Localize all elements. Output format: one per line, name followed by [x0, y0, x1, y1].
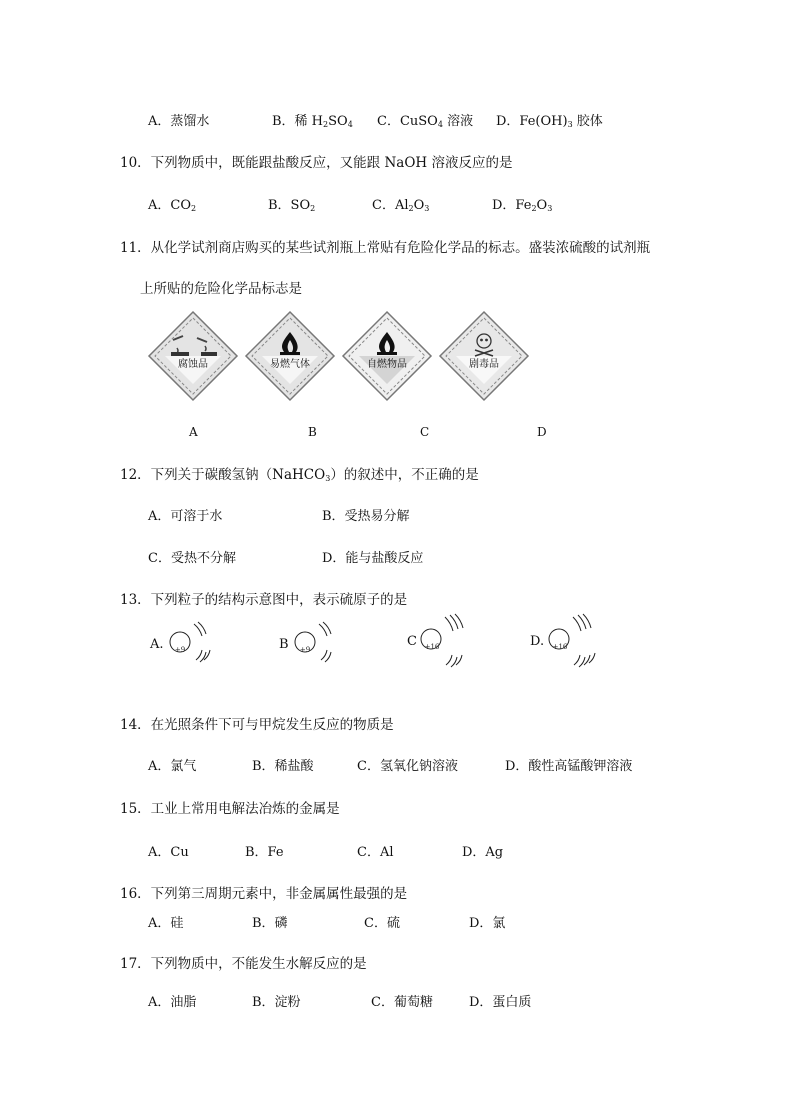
q14-option-a: A．氯气 [148, 759, 197, 774]
question-16-stem: 16．下列第三周期元素中，非金属属性最强的是 [120, 886, 408, 902]
q13-letter-d: D. [530, 634, 545, 649]
q12-option-d: D．能与盐酸反应 [322, 551, 424, 566]
q17-option-b: B．淀粉 [252, 995, 301, 1010]
atom-diagram-a [168, 620, 214, 668]
q10-option-a: A．$CO_2$ [148, 198, 197, 213]
skull-icon [438, 310, 530, 402]
hazard-letter-a: A [189, 425, 198, 439]
question-14-stem: 14．在光照条件下可与甲烷发生反应的物质是 [120, 717, 394, 733]
corrosive-icon [147, 310, 239, 402]
q16-option-d: D．氯 [469, 916, 506, 931]
hazard-sign-toxic [438, 310, 530, 402]
atom-diagram-b [293, 620, 339, 668]
hazard-letter-d: D [537, 425, 547, 439]
q13-letter-a: A. [150, 637, 164, 652]
flame-icon [244, 310, 336, 402]
q13-letter-c: C [407, 634, 417, 649]
hazard-sign-spontaneous-combustion [341, 310, 433, 402]
q12-option-b: B．受热易分解 [322, 509, 410, 524]
q14-option-b: B．稀盐酸 [252, 759, 314, 774]
question-10-stem: 10．下列物质中，既能跟盐酸反应，又能跟 NaOH 溶液反应的是 [120, 155, 513, 171]
q10-option-b: B．$SO_2$ [268, 198, 316, 213]
hazard-label: 自燃物品 [367, 359, 407, 370]
hazard-label: 腐蚀品 [178, 359, 208, 370]
q15-option-a: A．Cu [148, 845, 189, 860]
option-d: D．$Fe(OH)_3$ 胶体 [496, 114, 603, 129]
q16-option-a: A．硅 [148, 916, 184, 931]
question-15-stem: 15．工业上常用电解法冶炼的金属是 [120, 801, 340, 817]
hazard-sign-corrosive [147, 310, 239, 402]
q10-option-c: C．$Al_2O_3$ [372, 198, 430, 213]
question-13-stem: 13．下列粒子的结构示意图中，表示硫原子的是 [120, 592, 408, 608]
nucleus-charge: +9 [174, 646, 186, 654]
q10-option-d: D．$Fe_2O_3$ [492, 198, 553, 213]
nucleus-charge: +9 [299, 646, 311, 654]
q15-option-b: B．Fe [245, 845, 284, 860]
question-11-stem-line1: 11．从化学试剂商店购买的某些试剂瓶上常贴有危险化学品的标志。盛装浓硫酸的试剂瓶 [120, 240, 651, 256]
q16-option-c: C．硫 [364, 916, 400, 931]
flame-icon [341, 310, 433, 402]
hazard-sign-flammable-gas [244, 310, 336, 402]
nucleus-charge: +16 [552, 643, 568, 651]
question-17-stem: 17．下列物质中，不能发生水解反应的是 [120, 956, 367, 972]
question-12-stem: 12．下列关于碳酸氢钠（NaHCO$_3$）的叙述中，不正确的是 [120, 467, 479, 483]
q12-option-c: C．受热不分解 [148, 551, 236, 566]
q17-option-c: C．葡萄糖 [371, 995, 433, 1010]
q14-option-d: D．酸性高锰酸钾溶液 [505, 759, 633, 774]
q17-option-a: A．油脂 [148, 995, 197, 1010]
nucleus-charge: +16 [424, 643, 440, 651]
q12-option-a: A．可溶于水 [148, 509, 223, 524]
option-a: A．蒸馏水 [148, 114, 210, 129]
hazard-label: 易燃气体 [270, 359, 310, 370]
hazard-label: 剧毒品 [469, 359, 499, 370]
option-b: B．稀 $H_2SO_4$ [272, 114, 353, 129]
atom-diagram-c [419, 613, 471, 671]
q15-option-d: D．Ag [462, 845, 504, 860]
q17-option-d: D．蛋白质 [469, 995, 532, 1010]
atom-diagram-d [547, 613, 603, 671]
q13-letter-b: B [279, 637, 289, 652]
option-c: C．CuSO$_4$ 溶液 [377, 114, 474, 129]
q16-option-b: B．磷 [252, 916, 288, 931]
q14-option-c: C．氢氧化钠溶液 [357, 759, 458, 774]
hazard-letter-c: C [420, 425, 430, 439]
question-11-stem-line2: 上所贴的危险化学品标志是 [140, 281, 302, 297]
q15-option-c: C．Al [357, 845, 394, 860]
hazard-letter-b: B [308, 425, 317, 439]
